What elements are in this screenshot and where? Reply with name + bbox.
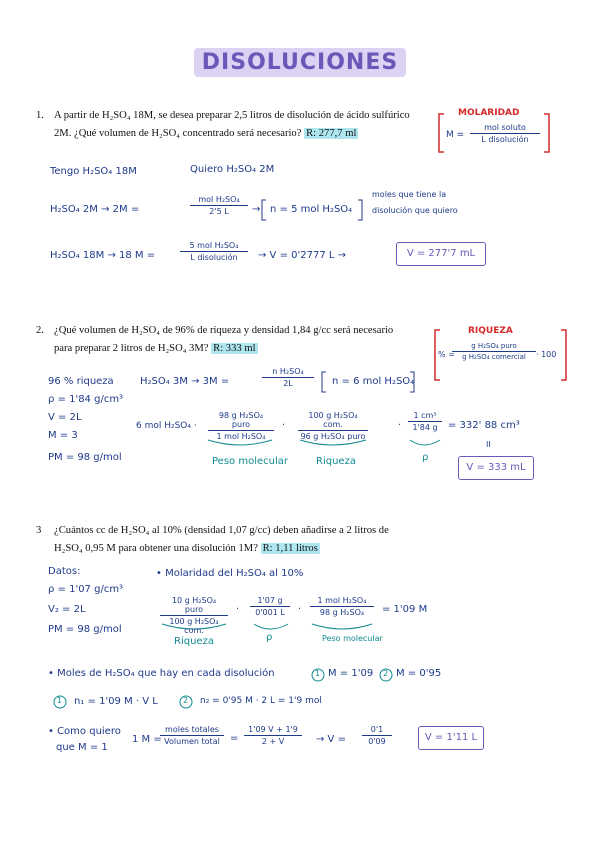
p2-data-3: M = 3 [48, 430, 78, 441]
p3-eq-lhs: 1 M = [132, 734, 162, 745]
p3-label-rho: ρ [266, 632, 273, 643]
p3-n1-circle: 1 [57, 696, 63, 705]
p1-row2-fraction: mol H₂SO₄ 2'5 L [190, 195, 248, 216]
p3-circle-2-text: M = 0'95 [396, 668, 442, 679]
molaridad-lhs: M = [446, 130, 465, 140]
p1-row3-result: → V = 0'2777 L → [258, 250, 347, 261]
problem-3-answer: R: 1,11 litros [262, 543, 318, 554]
problem-3-line-2: H₂SO₄ 0,95 M para obtener una disolución 1M? R: 1,11 litros [54, 543, 318, 554]
p3-data-2: PM = 98 g/mol [48, 624, 122, 635]
p2-data-4: PM = 98 g/mol [48, 452, 122, 463]
p2-row1-fraction: $\frac{\text{n H₂SO₄}}{2L}$ [262, 367, 314, 388]
p2-row2-result: = 332' 88 cm³ [448, 420, 520, 431]
p1-note-1: moles que tiene la [372, 190, 447, 199]
p3-dot-1: · [236, 604, 240, 615]
p2-label-riqueza: Riqueza [316, 456, 356, 467]
p3-factor-1: 10 g H₂SO₄ puro 100 g H₂SO₄ com. [160, 596, 228, 635]
p2-dot-1: · [282, 420, 286, 431]
p2-label-rho: ρ [422, 452, 429, 463]
p3-circle-1: 1 [315, 669, 321, 678]
problem-1-line-2: 2M. ¿Qué volumen de H₂SO₄ concentrado será necesario? R: 277,7 ml [54, 128, 357, 139]
p1-answer-box: V = 277'7 mL [396, 242, 486, 266]
p2-factor-3: $\frac{\text{1 cm³}}{1'84 g}$ [408, 411, 442, 432]
riqueza-rhs: · 100 [536, 350, 557, 359]
p1-quiero: Quiero H₂SO₄ 2M [190, 164, 275, 175]
molaridad-fraction: mol soluto L disolución [470, 123, 540, 144]
p3-answer-box: V = 1'11 L [418, 726, 484, 750]
p3-eq-fraction-3: $\frac{0'1}{0'09}$ [362, 725, 392, 746]
p3-eq-arrow: → V = [316, 734, 346, 745]
p3-moles-heading: • Moles de H₂SO₄ que hay en cada disolución [48, 668, 275, 679]
p3-circle-2: 2 [383, 669, 389, 678]
molaridad-title: MOLARIDAD [458, 108, 520, 118]
riqueza-title: RIQUEZA [468, 326, 513, 336]
p1-note-2: disolución que quiero [372, 206, 458, 215]
p2-data-2: V = 2L [48, 412, 82, 423]
page-title: DISOLUCIONES [0, 50, 600, 75]
problem-2-number: 2. [36, 325, 44, 336]
problem-3-line-1: ¿Cuántos cc de H₂SO₄ al 10% (densidad 1,07 g/cc) deben añadirse a 2 litros de [54, 525, 389, 536]
p2-row2-lhs: 6 mol H₂SO₄ · [136, 421, 197, 431]
problem-3-number: 3 [36, 525, 42, 536]
p2-data-0: 96 % riqueza [48, 376, 114, 387]
p2-dot-2: · [398, 420, 402, 431]
p3-label-peso: Peso molecular [322, 634, 383, 643]
p2-row1-lhs: H₂SO₄ 3M → 3M = [140, 376, 230, 387]
p3-n2-circle: 2 [183, 696, 189, 705]
p3-factor-2: $\frac{1'07 g}{0'001 L}$ [250, 596, 290, 617]
p3-eq-equals: = [230, 733, 239, 744]
p1-row3-fraction: 5 mol H₂SO₄ L disolución [180, 241, 248, 262]
riqueza-fraction: g H₂SO₄ puro g H₂SO₄ comercial [452, 342, 536, 361]
riqueza-lhs: % = [438, 350, 455, 359]
problem-2-line-2: para preparar 2 litros de H₂SO₄ 3M? R: 333 ml [54, 343, 256, 354]
p2-answer-box: V = 333 mL [458, 456, 534, 480]
p2-label-peso: Peso molecular [212, 456, 288, 467]
p3-n2: n₂ = 0'95 M · 2 L = 1'9 mol [200, 696, 322, 706]
p3-data-0: ρ = 1'07 g/cm³ [48, 584, 124, 595]
p3-eq-fraction-2: $\frac{1'09 V + 1'9}{2 + V}$ [244, 725, 302, 746]
p3-dot-2: · [298, 604, 302, 615]
p3-molaridad-heading: • Molaridad del H₂SO₄ al 10% [156, 568, 304, 579]
problem-2-line-1: ¿Qué volumen de H₂SO₄ de 96% de riqueza y densidad 1,84 g/cc será necesario [54, 325, 394, 336]
p2-factor-2: 100 g H₂SO₄ com. 96 g H₂SO₄ puro [298, 411, 368, 441]
p3-data-1: V₂ = 2L [48, 604, 86, 615]
p3-factor-3: 1 mol H₂SO₄ 98 g H₂SO₄ [310, 596, 374, 617]
p3-label-riqueza: Riqueza [174, 636, 214, 647]
p3-n1: n₁ = 1'09 M · V L [74, 696, 158, 707]
problem-2-answer: R: 333 ml [213, 343, 256, 354]
problem-1-number: 1. [36, 110, 44, 121]
p1-row2-arrow: → [252, 204, 261, 215]
p3-molaridad-result: = 1'09 M [382, 604, 428, 615]
p3-circle-1-text: M = 1'09 [328, 668, 374, 679]
problem-1-line-1: A partir de H₂SO₄ 18M, se desea preparar 2,5 litros de disolución de ácido sulfúrico [54, 110, 410, 121]
p2-factor-1: 98 g H₂SO₄ puro 1 mol H₂SO₄ [208, 411, 274, 441]
p3-como-1: • Como quiero [48, 726, 121, 737]
p1-tengo: Tengo H₂SO₄ 18M [50, 166, 137, 177]
p1-row3-lhs: H₂SO₄ 18M → 18 M = [50, 250, 156, 261]
p2-equal-sign: II [486, 440, 491, 449]
p3-como-2: que M = 1 [56, 742, 108, 753]
p2-row1-result: n = 6 mol H₂SO₄ [332, 376, 415, 387]
p1-row2-result: n = 5 mol H₂SO₄ [270, 204, 353, 215]
problem-1-answer: R: 277,7 ml [306, 128, 357, 139]
p2-data-1: ρ = 1'84 g/cm³ [48, 394, 124, 405]
p3-eq-fraction-1: moles totales Volumen total [160, 725, 224, 746]
p1-row2-lhs: H₂SO₄ 2M → 2M = [50, 204, 140, 215]
p3-data-title: Datos: [48, 566, 81, 577]
